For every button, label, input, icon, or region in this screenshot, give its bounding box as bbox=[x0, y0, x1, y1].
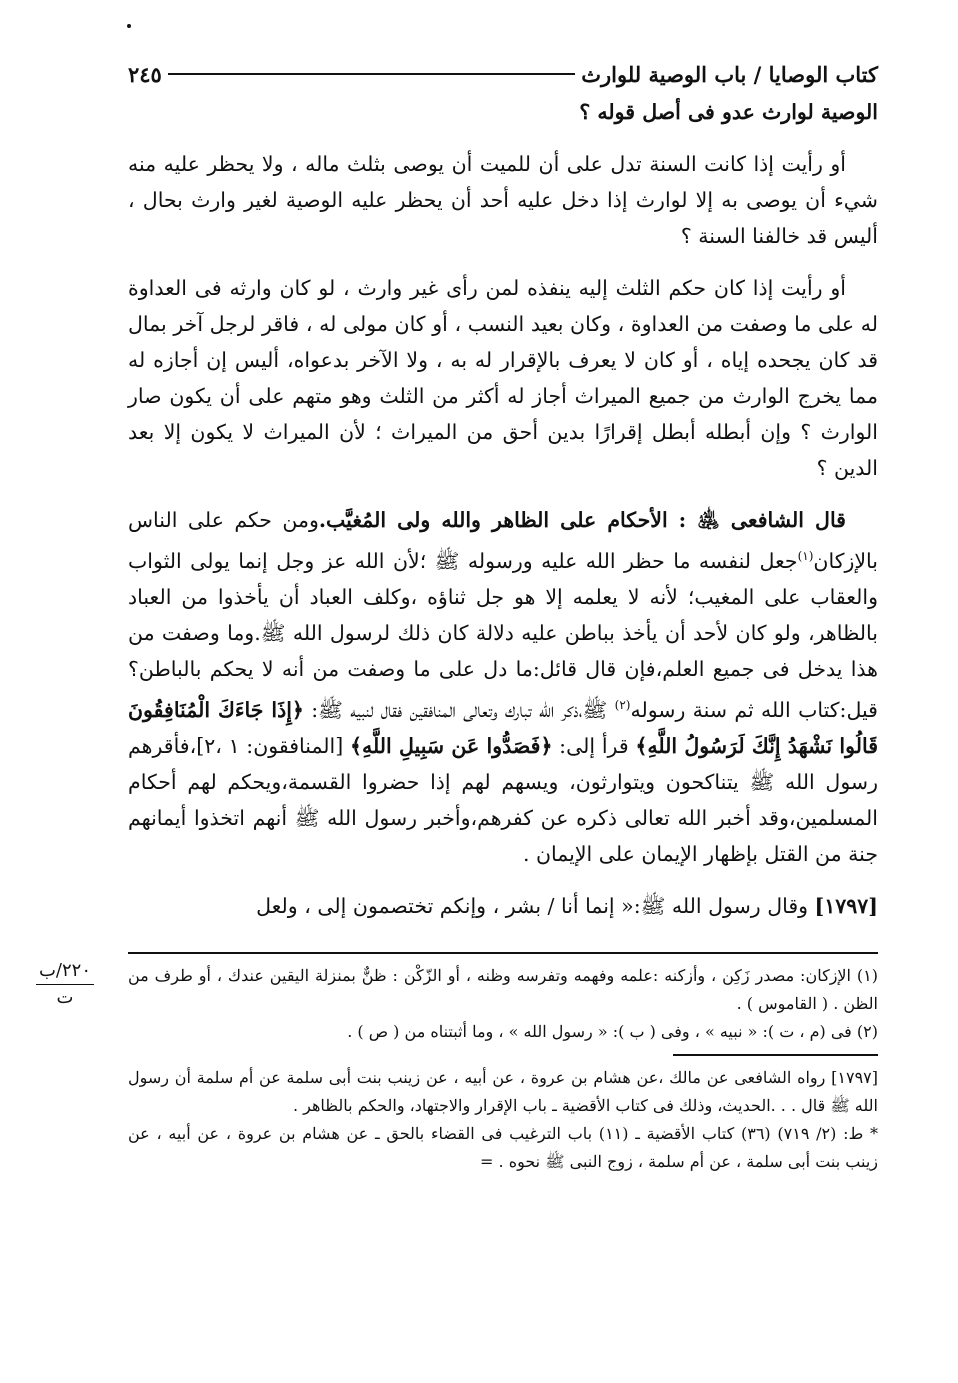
quran-verse-1: ﴿إِذَا جَاءَكَ الْمُنَافِقُونَ قَالُوا نَشْهَدُ إِنَّكَ لَرَسُولُ اللَّهِ﴾ bbox=[128, 697, 879, 758]
folio-divider bbox=[36, 984, 94, 985]
paragraph-1: الوصية لوارث عدو فى أصل قوله ؟ bbox=[579, 100, 878, 124]
footnote-ref-2: (٢) bbox=[614, 697, 631, 712]
footnote-2: (٢) فى (م ، ت ): « نبيه » ، وفى ( ب ): « رسول الله » ، وما أثبتناه من ( ص ) . bbox=[347, 1021, 878, 1041]
shafii-paragraph: قال الشافعى ﵁ : الأحكام على الظاهر والله ولى المُغيَّب.ومن حكم على الناس بالإزكان$^{(١)}$جعل لنفسه ما حظر الله عليه ورسوله ﷺ ؛لأن الله عز وجل إنما يولى الثواب والعقاب على المغيب؛ لأنه لا يعلمه إلا هو جل ثناؤه ،وكلف العباد أن يأخذوا من العباد بالظاهر، ولو كان لأحد أن يأخذ بباطن عليه دلالة كان ذلك لرسول الله ﷺ.وما وصفت من هذا يدخل فى جميع العلم،فإن قال قائل:ما دل على ما وصفت من أنه لا يحكم بالباطن؟ قيل:كتاب الله ثم سنة رسوله$^{(٢)}$ ﷺ،ذكر الله تبارك وتعالى المنافقين فقال لنبيه ﷺ: ﴿إِذَا جَاءَكَ الْمُنَافِقُونَ قَالُوا نَشْهَدُ إِنَّكَ لَرَسُولُ اللَّهِ﴾ قرأ إلى: ﴿فَصَدُّوا عَن سَبِيلِ اللَّهِ﴾ [المنافقون: ١ ،٢]،فأقرهم رسول الله ﷺ يتناكحون ويتوارثون، ويسهم لهم إذا حضروا القسمة،ويحكم لهم أحكام المسلمين،وقد أخبر الله تعالى ذكره عن كفرهم،وأخبر رسول الله ﷺ أنهم اتخذوا أيمانهم جنة من القتل بإظهار الإيمان على الإيمان . bbox=[128, 508, 879, 866]
paragraph-2: أو رأيت إذا كانت السنة تدل على أن للميت أن يوصى بثلث ماله ، ولا يحظر عليه منه شيء أن يوصى به إلا لوارث إذا دخل عليه أحد أن يحظر عليه الوصية لغير وارث بحال ، أليس قد خالفنا السنة ؟ bbox=[128, 152, 878, 248]
paragraph-3: أو رأيت إذا كان حكم الثلث إليه ينفذه لمن رأى غير وارث ، لو كان وارثه فى العداوة له على ما وصفت من العداوة ، وكان بعيد النسب ، أو كان مولى له ، فاقر لرجل آخر بمال قد كان يجحده إياه ، أو كان لا يعرف بالإقرار له به ، ولا الآخر بدعواه، أليس إن أجازه له مما يخرج الوارث من جميع الميراث أجاز له أكثر من الثلث وهو متهم على أن يكون صار الوارث ؟ وإن أبطله أبطل إقرارًا بدين أحق من الميراث ؛ لأن الميراث لا يكون إلا بعد الدين ؟ bbox=[128, 276, 878, 480]
hadith-paragraph bbox=[128, 888, 878, 924]
hadith-text: وقال رسول الله ﷺ:« إنما أنا / بشر ، وإنكم تختصمون إلى ، ولعل bbox=[256, 893, 815, 918]
quran-verse-2: ﴿فَصَدُّوا عَن سَبِيلِ اللَّهِ﴾ bbox=[349, 733, 553, 758]
page bbox=[128, 54, 878, 1176]
folio-side-note bbox=[30, 960, 100, 1009]
takhrij-2: * ط: (٢/ ٧١٩) (٣٦) كتاب الأقضية ـ (١١) باب الترغيب فى القضاء بالحق ـ عن هشام بن عروة ، عن أبيه ، عن زينب بنت أبى سلمة ، عن أم سلمة ، زوج النبى ﷺ نحوه . = bbox=[128, 1123, 879, 1171]
footnote-1: (١) الإزكان: مصدر زَكِن ، وأزكنه :علمه وفهمه وتفرسه وظنه ، أو الزّكْن : ظنٌّ بمنزلة اليقين عندك ، أو طرف من الظن . ( القاموس ) . bbox=[128, 965, 878, 1013]
footnotes bbox=[128, 952, 878, 1046]
shafii-lead: قال الشافعى ﵁ : الأحكام على الظاهر والله ولى المُغيَّب. bbox=[318, 508, 846, 532]
folio-number: ٢٢٠/ب bbox=[38, 960, 92, 981]
header-rule bbox=[168, 73, 575, 75]
running-header bbox=[128, 54, 878, 94]
takhrij-notes bbox=[128, 1064, 878, 1176]
takhrij-separator bbox=[673, 1054, 878, 1056]
folio-letter: ت bbox=[56, 987, 74, 1008]
hadith-number: [١٧٩٧] bbox=[814, 893, 878, 918]
main-text bbox=[128, 94, 878, 924]
page-number: ٢٤٥ bbox=[128, 61, 162, 87]
header-title: كتاب الوصايا / باب الوصية للوارث bbox=[581, 61, 878, 87]
takhrij-1: [١٧٩٧] رواه الشافعى عن مالك ،عن هشام بن عروة ، عن أبيه ، عن زينب بنت أبى سلمة عن أم سلمة أن رسول الله ﷺ قال . . .الحديث، وذلك فى كتاب الأقضية ـ باب الإقرار والاجتهاد، والحكم بالظاهر . bbox=[128, 1067, 878, 1115]
stray-dot bbox=[127, 24, 131, 28]
footnote-ref-1: (١) bbox=[797, 549, 814, 563]
